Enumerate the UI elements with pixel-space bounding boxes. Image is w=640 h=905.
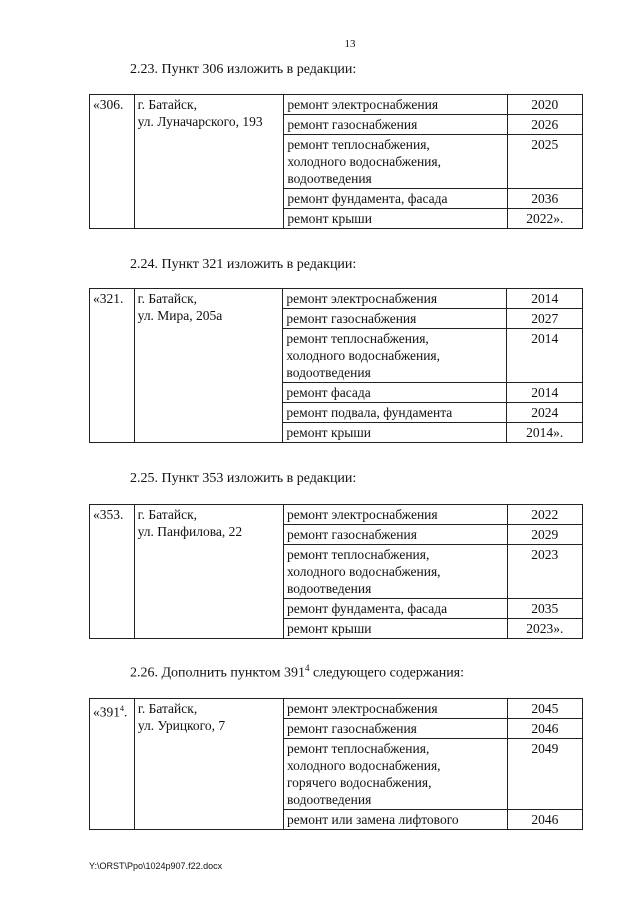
address-line: г. Батайск,: [137, 291, 198, 306]
work-type-cell: [283, 699, 507, 719]
address-line: г. Батайск,: [137, 97, 197, 112]
work-type-line: холодного водоснабжения,: [287, 154, 441, 169]
work-type-cell: [284, 135, 507, 189]
year-cell: 2023».: [507, 619, 582, 639]
work-type-line: ремонт фундамента, фасада: [287, 191, 448, 206]
address-line: ул. Мира, 205а: [137, 308, 223, 323]
work-type-line: ремонт электроснабжения: [286, 507, 438, 522]
work-type-line: ремонт фасада: [286, 385, 371, 400]
year-cell: 2025: [507, 135, 582, 189]
work-type-cell: [283, 619, 507, 639]
year-cell: 2014: [507, 289, 583, 309]
work-type-cell: [283, 329, 507, 383]
work-type-cell: [283, 403, 507, 423]
amendment-table: [89, 288, 583, 443]
work-type-line: водоотведения: [286, 792, 372, 807]
item-number-tail: .: [124, 704, 128, 720]
work-type-cell: [283, 289, 507, 309]
work-type-cell: [283, 739, 507, 810]
year-cell: 2014: [507, 383, 583, 403]
work-type-line: ремонт теплоснабжения,: [286, 547, 430, 562]
year-cell: 2046: [507, 719, 582, 739]
work-type-cell: [283, 810, 507, 830]
section-heading: 2.26. Дополнить пунктом $391^4$ следующего содержания:: [130, 663, 465, 681]
address-cell: [134, 289, 283, 443]
work-type-line: ремонт теплоснабжения,: [286, 741, 430, 756]
year-cell: 2049: [507, 739, 582, 810]
table-row: [90, 699, 583, 719]
work-type-line: водоотведения: [286, 581, 372, 596]
work-type-cell: [284, 209, 507, 229]
work-type-line: ремонт электроснабжения: [286, 291, 438, 306]
table-row: [90, 95, 583, 115]
work-type-line: горячего водоснабжения,: [286, 775, 432, 790]
page-number: 13: [344, 38, 356, 50]
item-number-cell: [90, 289, 135, 443]
work-type-cell: [284, 115, 507, 135]
work-type-cell: [284, 95, 507, 115]
year-cell: 2022: [507, 505, 582, 525]
address-line: г. Батайск,: [137, 507, 198, 522]
work-type-line: ремонт газоснабжения: [286, 527, 417, 542]
year-cell: 2029: [507, 525, 582, 545]
work-type-line: ремонт крыши: [286, 425, 371, 440]
work-type-cell: [283, 309, 507, 329]
work-type-cell: [283, 719, 507, 739]
section-heading: 2.25. Пункт 353 изложить в редакции:: [130, 471, 357, 486]
item-number: «391: [93, 704, 120, 720]
work-type-cell: [283, 423, 507, 443]
work-type-cell: [283, 545, 507, 599]
work-type-line: ремонт электроснабжения: [287, 97, 439, 112]
work-type-line: холодного водоснабжения,: [286, 564, 441, 579]
year-cell: 2014».: [507, 423, 583, 443]
year-cell: 2024: [507, 403, 583, 423]
address-line: ул. Панфилова, 22: [137, 524, 243, 539]
item-number: «306.: [93, 97, 124, 112]
item-number-cell: [90, 699, 135, 830]
address-line: ул. Урицкого, 7: [137, 718, 226, 733]
year-cell: 2023: [507, 545, 582, 599]
work-type-line: ремонт электроснабжения: [286, 701, 438, 716]
work-type-line: ремонт подвала, фундамента: [286, 405, 453, 420]
item-number-cell: [90, 505, 135, 639]
year-cell: 2045: [507, 699, 582, 719]
work-type-line: ремонт теплоснабжения,: [286, 331, 429, 346]
work-type-cell: [283, 383, 507, 403]
year-cell: 2020: [507, 95, 582, 115]
year-cell: 2022».: [507, 209, 582, 229]
address-line: г. Батайск,: [137, 701, 198, 716]
work-type-line: холодного водоснабжения,: [286, 758, 441, 773]
address-line: ул. Луначарского, 193: [137, 114, 263, 129]
table-row: [90, 505, 583, 525]
item-number-cell: [90, 95, 135, 229]
year-cell: 2014: [507, 329, 583, 383]
work-type-cell: [283, 525, 507, 545]
work-type-cell: [284, 189, 507, 209]
item-number-superscript: 4: [120, 704, 124, 713]
work-type-line: ремонт газоснабжения: [286, 311, 417, 326]
work-type-line: ремонт крыши: [286, 621, 372, 636]
year-cell: 2027: [507, 309, 583, 329]
amendment-table: [89, 94, 583, 229]
work-type-line: ремонт газоснабжения: [287, 117, 418, 132]
year-cell: 2046: [507, 810, 582, 830]
work-type-cell: [283, 505, 507, 525]
amendment-table: [89, 698, 583, 830]
address-cell: [134, 95, 284, 229]
item-number: «321.: [93, 291, 124, 306]
address-cell: [134, 699, 283, 830]
work-type-line: водоотведения: [286, 365, 371, 380]
work-type-line: ремонт фундамента, фасада: [286, 601, 448, 616]
work-type-line: ремонт или замена лифтового: [286, 812, 459, 827]
work-type-line: водоотведения: [287, 171, 372, 186]
amendment-table: [89, 504, 583, 639]
work-type-line: ремонт крыши: [287, 211, 372, 226]
work-type-cell: [283, 599, 507, 619]
work-type-line: ремонт газоснабжения: [286, 721, 417, 736]
work-type-line: ремонт теплоснабжения,: [287, 137, 430, 152]
section-heading: 2.23. Пункт 306 изложить в редакции:: [130, 62, 357, 77]
file-path-footer: Y:\ORST\Ppo\1024p907.f22.docx: [89, 861, 223, 871]
year-cell: 2035: [507, 599, 582, 619]
item-number: «353.: [93, 507, 124, 522]
year-cell: 2026: [507, 115, 582, 135]
work-type-line: холодного водоснабжения,: [286, 348, 441, 363]
table-row: [90, 289, 583, 309]
section-heading: 2.24. Пункт 321 изложить в редакции:: [130, 257, 357, 272]
address-cell: [134, 505, 283, 639]
year-cell: 2036: [507, 189, 582, 209]
